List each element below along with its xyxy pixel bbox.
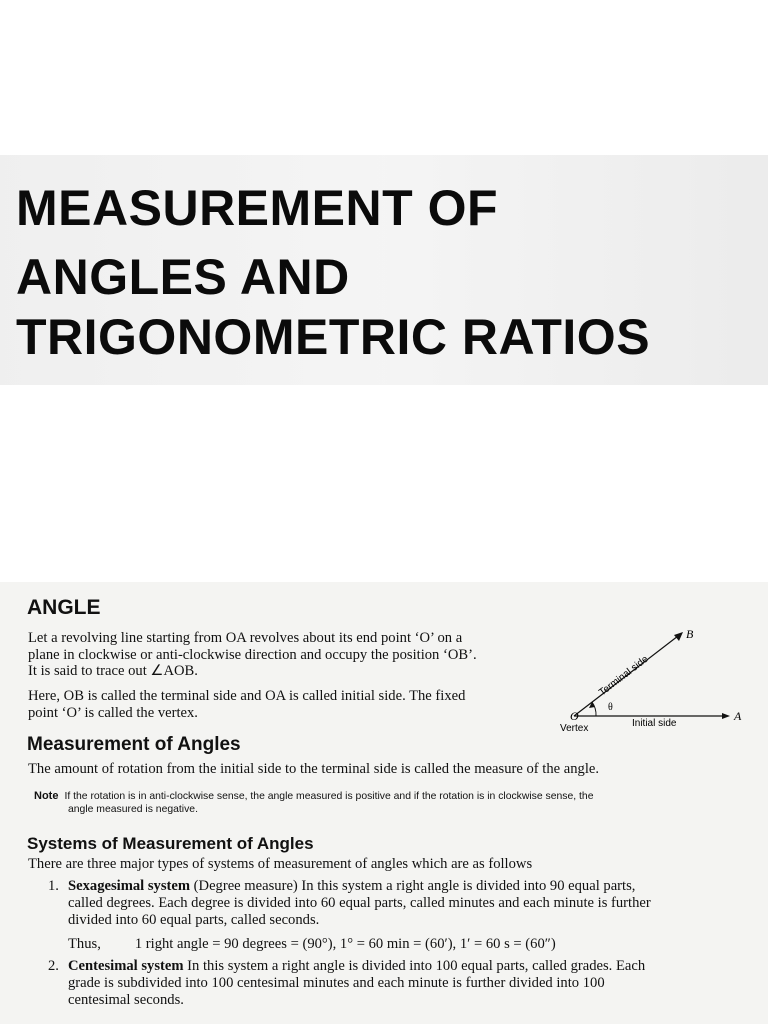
list-number: 1. bbox=[48, 878, 59, 894]
arrow-b-icon bbox=[674, 632, 683, 641]
degree-equation: 1 right angle = 90 degrees = (90°), 1° = 60 min = (60′), 1′ = 60 s = (60″) bbox=[134, 936, 556, 952]
title-line-1: MEASUREMENT OF bbox=[16, 180, 498, 236]
list-item-sexagesimal bbox=[48, 878, 718, 929]
label-terminal-side: Terminal side bbox=[597, 653, 651, 699]
item-text-line-1: (Degree measure) In this system a right angle is divided into 90 equal parts, bbox=[190, 878, 636, 894]
item-text-line-3: centesimal seconds. bbox=[68, 992, 184, 1008]
paragraph-angle-definition bbox=[28, 630, 548, 680]
note-box bbox=[34, 790, 734, 816]
label-vertex: Vertex bbox=[560, 723, 589, 734]
item-text-line-1: In this system a right angle is divided into 100 equal parts, called grades. Each bbox=[183, 958, 646, 974]
text-line: It is said to trace out ∠AOB. bbox=[28, 663, 198, 679]
label-theta: θ bbox=[608, 702, 613, 713]
text-line: Let a revolving line starting from OA revolves about its end point ‘O’ on a bbox=[28, 630, 463, 646]
item-text-line-3: divided into 60 equal parts, called seconds. bbox=[68, 912, 320, 928]
label-o: O bbox=[570, 709, 579, 723]
note-text-line-2: angle measured is negative. bbox=[68, 804, 198, 815]
note-label: Note bbox=[34, 790, 59, 802]
heading-angle: ANGLE bbox=[27, 596, 101, 619]
paragraph-measure-definition: The amount of rotation from the initial side to the terminal side is called the measure of the angle. bbox=[28, 761, 600, 777]
label-initial-side: Initial side bbox=[632, 718, 677, 729]
heading-measurement-of-angles: Measurement of Angles bbox=[27, 734, 241, 755]
list-number: 2. bbox=[48, 958, 59, 974]
label-b: B bbox=[686, 627, 694, 641]
thus-label: Thus, bbox=[68, 936, 101, 952]
item-text-line-2: grade is subdivided into 100 centesimal minutes and each minute is further divided into 100 bbox=[68, 975, 605, 991]
text-line: plane in clockwise or anti-clockwise direction and occupy the position ‘OB’. bbox=[28, 646, 477, 663]
thus-equation-row bbox=[68, 936, 556, 953]
paragraph-systems-intro: There are three major types of systems of measurement of angles which are as follows bbox=[28, 856, 533, 872]
title-slide bbox=[0, 155, 768, 385]
paragraph-terminal-side bbox=[28, 688, 548, 721]
heading-systems-of-measurement: Systems of Measurement of Angles bbox=[27, 834, 314, 853]
angle-diagram bbox=[552, 622, 752, 740]
item-text-line-2: called degrees. Each degree is divided into 60 equal parts, called minutes and each minute is further bbox=[68, 895, 651, 911]
text-line: point ‘O’ is called the vertex. bbox=[28, 704, 198, 721]
term-centesimal: Centesimal system bbox=[68, 958, 184, 974]
term-sexagesimal: Sexagesimal system bbox=[68, 878, 191, 894]
label-a: A bbox=[734, 709, 742, 723]
title-line-2: ANGLES AND bbox=[16, 249, 350, 305]
note-text-line-1: If the rotation is in anti-clockwise sense, the angle measured is positive and if the rotation is in clockwise sense, the bbox=[64, 791, 594, 802]
arrow-a-icon bbox=[722, 713, 730, 719]
title-line-3: TRIGONOMETRIC RATIOS bbox=[16, 309, 651, 365]
text-line: Here, OB is called the terminal side and OA is called initial side. The fixed bbox=[28, 688, 466, 704]
textbook-page bbox=[0, 582, 768, 1024]
list-item-centesimal bbox=[48, 958, 718, 1009]
